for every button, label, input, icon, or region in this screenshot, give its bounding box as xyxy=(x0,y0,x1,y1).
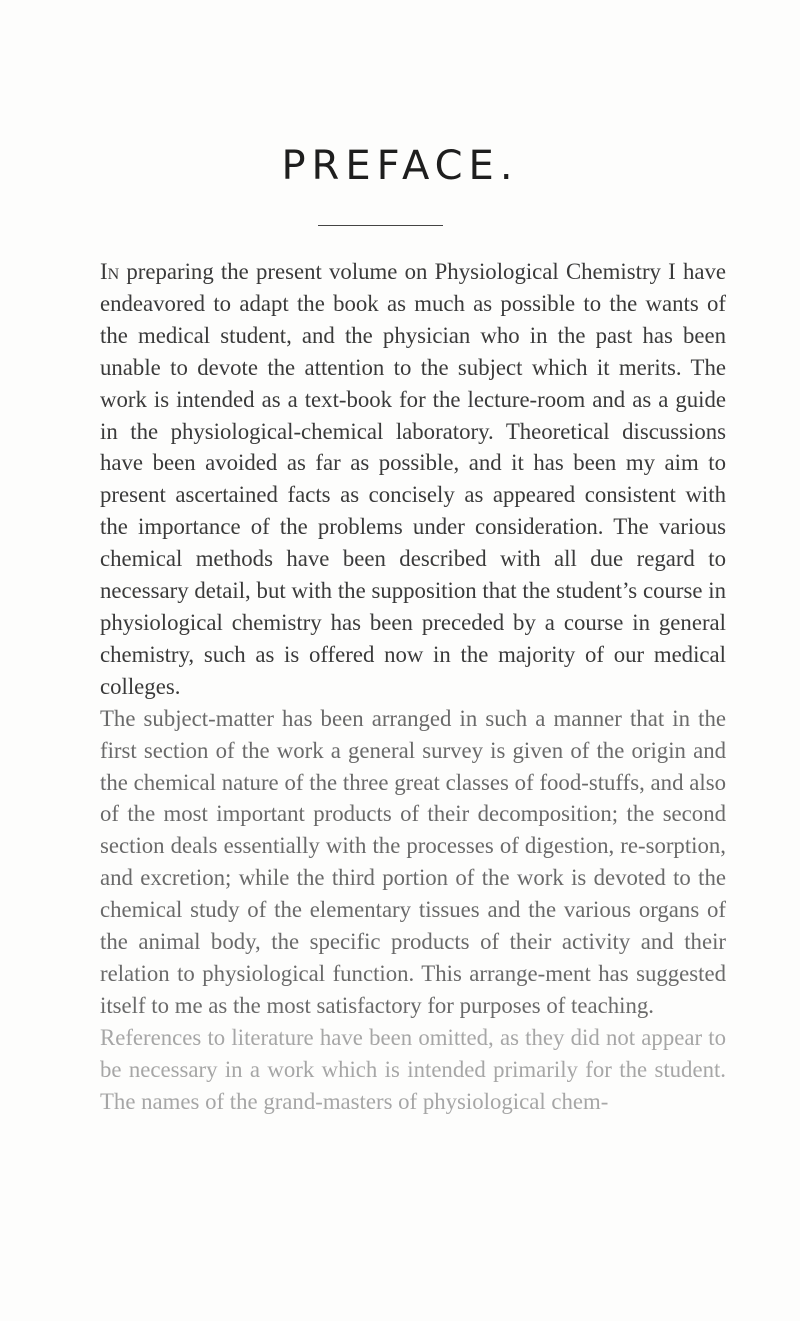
paragraph-1 xyxy=(100,256,726,703)
paragraph-1-lead: In xyxy=(100,259,120,284)
paragraph-3 xyxy=(100,1022,726,1118)
paragraph-2-text: The subject-matter has been arranged in such a manner that in the first section of the work a general survey is given of the origin and the chemical nature of the three great classes of food-stuffs, and also of the most important products of their decomposition; the second section deals essentially with the processes of digestion, re-sorption, and excretion; while the third portion of the work is devoted to the chemical study of the elementary tissues and the various organs of the animal body, the specific products of their activity and their relation to physiological function. This arrange-ment has suggested itself to me as the most satisfactory for purposes of teaching. xyxy=(100,705,726,1018)
paragraph-1-text: preparing the present volume on Physiological Chemistry I have endeavored to adapt the book as much as possible to the wants of the medical student, and the physician who in the past has been unable to devote the attention to the subject which it merits. The work is intended as a text-book for the lecture-room and as a guide in the physiological-chemical laboratory. Theoretical discussions have been avoided as far as possible, and it has been my aim to present ascertained facts as concisely as appeared consistent with the importance of the problems under consideration. The various chemical methods have been described with all due regard to necessary detail, but with the supposition that the student’s course in physiological chemistry has been preceded by a course in general chemistry, such as is offered now in the majority of our medical colleges. xyxy=(100,259,726,699)
title-divider xyxy=(318,225,443,226)
page-title: PREFACE. xyxy=(281,143,519,189)
paragraph-3-text: References to literature have been omitted, as they did not appear to be necessary in a work which is intended primarily for the student. The names of the grand-masters of physiological chem- xyxy=(100,1024,726,1114)
paragraph-2 xyxy=(100,703,726,1022)
preface-body xyxy=(100,256,726,1117)
